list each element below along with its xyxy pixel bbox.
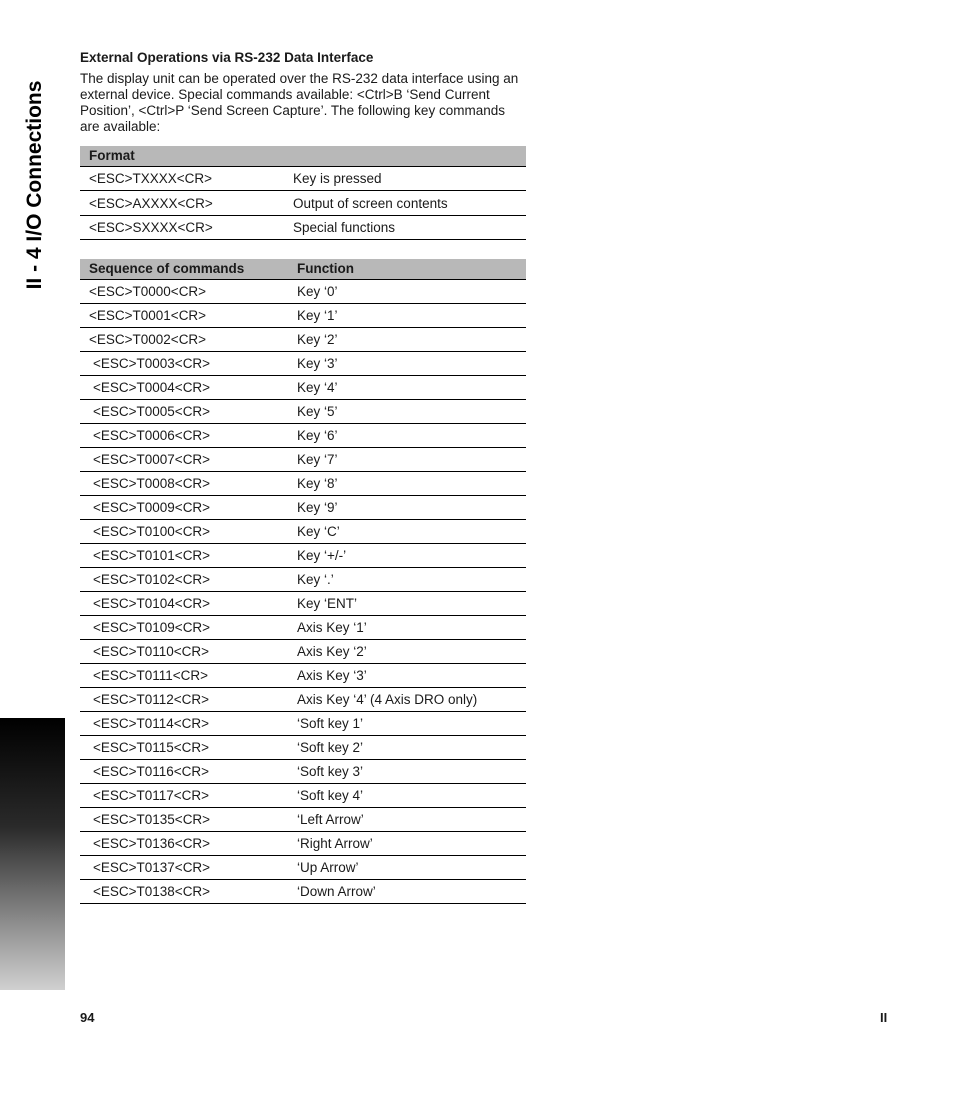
- chapter-tab-gradient-bar: [0, 718, 65, 990]
- command-cell: <ESC>T0116<CR>: [80, 760, 288, 784]
- command-cell: <ESC>T0104<CR>: [80, 592, 288, 616]
- description-cell: Key ‘9’: [288, 496, 526, 520]
- intro-paragraph: The display unit can be operated over the RS-232 data interface using an external device. Special commands available: <Ctrl>B ‘Send Current Position’, <Ctrl>P ‘Send Screen Capture’. The following key commands are available:: [80, 71, 519, 134]
- command-cell: <ESC>T0114<CR>: [80, 712, 288, 736]
- command-cell: <ESC>TXXXX<CR>: [80, 167, 284, 191]
- format-table-body: [80, 167, 526, 240]
- footer-section-label: II: [880, 1010, 888, 1025]
- description-cell: Axis Key ‘3’: [288, 664, 526, 688]
- command-cell: <ESC>SXXXX<CR>: [80, 215, 284, 239]
- command-cell: <ESC>T0109<CR>: [80, 616, 288, 640]
- command-cell: <ESC>T0136<CR>: [80, 832, 288, 856]
- table-row: [80, 640, 526, 664]
- format-table-header-row: [80, 146, 526, 167]
- command-cell: <ESC>T0009<CR>: [80, 496, 288, 520]
- table-row: [80, 424, 526, 448]
- description-cell: Key ‘5’: [288, 400, 526, 424]
- page-number: 94: [80, 1010, 95, 1025]
- description-cell: Key ‘ENT’: [288, 592, 526, 616]
- description-cell: Special functions: [284, 215, 526, 239]
- description-cell: Key ‘2’: [288, 328, 526, 352]
- command-cell: <ESC>T0117<CR>: [80, 784, 288, 808]
- table-row: [80, 215, 526, 239]
- description-cell: ‘Down Arrow’: [288, 880, 526, 904]
- format-table-header: Format: [80, 146, 526, 167]
- command-cell: <ESC>T0111<CR>: [80, 664, 288, 688]
- table-row: [80, 688, 526, 712]
- commands-table-body: [80, 280, 526, 904]
- command-cell: <ESC>T0007<CR>: [80, 448, 288, 472]
- description-cell: Output of screen contents: [284, 191, 526, 215]
- description-cell: ‘Soft key 3’: [288, 760, 526, 784]
- page-content: [80, 50, 526, 904]
- table-row: [80, 856, 526, 880]
- commands-header-function: Function: [288, 259, 526, 280]
- table-row: [80, 784, 526, 808]
- table-row: [80, 400, 526, 424]
- command-cell: <ESC>T0003<CR>: [80, 352, 288, 376]
- command-cell: <ESC>T0102<CR>: [80, 568, 288, 592]
- description-cell: ‘Soft key 1’: [288, 712, 526, 736]
- description-cell: Axis Key ‘1’: [288, 616, 526, 640]
- description-cell: Axis Key ‘4’ (4 Axis DRO only): [288, 688, 526, 712]
- table-row: [80, 280, 526, 304]
- description-cell: Key is pressed: [284, 167, 526, 191]
- table-row: [80, 376, 526, 400]
- description-cell: Axis Key ‘2’: [288, 640, 526, 664]
- description-cell: Key ‘3’: [288, 352, 526, 376]
- command-cell: <ESC>T0100<CR>: [80, 520, 288, 544]
- command-cell: <ESC>T0008<CR>: [80, 472, 288, 496]
- description-cell: Key ‘C’: [288, 520, 526, 544]
- table-row: [80, 616, 526, 640]
- description-cell: Key ‘.’: [288, 568, 526, 592]
- table-row: [80, 880, 526, 904]
- table-row: [80, 472, 526, 496]
- section-title: External Operations via RS-232 Data Interface: [80, 50, 374, 65]
- table-row: [80, 664, 526, 688]
- description-cell: Key ‘1’: [288, 304, 526, 328]
- commands-table: [80, 259, 526, 904]
- description-cell: ‘Soft key 2’: [288, 736, 526, 760]
- chapter-side-title: [0, 40, 70, 330]
- command-cell: <ESC>T0112<CR>: [80, 688, 288, 712]
- table-row: [80, 568, 526, 592]
- command-cell: <ESC>T0101<CR>: [80, 544, 288, 568]
- table-row: [80, 544, 526, 568]
- commands-header-sequence: Sequence of commands: [80, 259, 288, 280]
- description-cell: ‘Right Arrow’: [288, 832, 526, 856]
- table-row: [80, 328, 526, 352]
- description-cell: Key ‘8’: [288, 472, 526, 496]
- table-row: [80, 352, 526, 376]
- table-row: [80, 167, 526, 191]
- table-row: [80, 448, 526, 472]
- table-row: [80, 191, 526, 215]
- commands-table-header-row: [80, 259, 526, 280]
- description-cell: Key ‘7’: [288, 448, 526, 472]
- command-cell: <ESC>T0004<CR>: [80, 376, 288, 400]
- table-row: [80, 592, 526, 616]
- command-cell: <ESC>T0135<CR>: [80, 808, 288, 832]
- description-cell: ‘Left Arrow’: [288, 808, 526, 832]
- table-row: [80, 760, 526, 784]
- description-cell: ‘Up Arrow’: [288, 856, 526, 880]
- description-cell: Key ‘4’: [288, 376, 526, 400]
- table-row: [80, 304, 526, 328]
- table-row: [80, 736, 526, 760]
- command-cell: <ESC>T0002<CR>: [80, 328, 288, 352]
- command-cell: <ESC>T0115<CR>: [80, 736, 288, 760]
- table-row: [80, 496, 526, 520]
- command-cell: <ESC>AXXXX<CR>: [80, 191, 284, 215]
- command-cell: <ESC>T0137<CR>: [80, 856, 288, 880]
- description-cell: Key ‘0’: [288, 280, 526, 304]
- table-row: [80, 520, 526, 544]
- description-cell: Key ‘+/-’: [288, 544, 526, 568]
- description-cell: ‘Soft key 4’: [288, 784, 526, 808]
- description-cell: Key ‘6’: [288, 424, 526, 448]
- command-cell: <ESC>T0006<CR>: [80, 424, 288, 448]
- chapter-side-title-text: II - 4 I/O Connections: [23, 80, 46, 290]
- format-table: [80, 146, 526, 240]
- command-cell: <ESC>T0000<CR>: [80, 280, 288, 304]
- command-cell: <ESC>T0138<CR>: [80, 880, 288, 904]
- command-cell: <ESC>T0110<CR>: [80, 640, 288, 664]
- command-cell: <ESC>T0005<CR>: [80, 400, 288, 424]
- table-row: [80, 712, 526, 736]
- command-cell: <ESC>T0001<CR>: [80, 304, 288, 328]
- table-row: [80, 832, 526, 856]
- table-row: [80, 808, 526, 832]
